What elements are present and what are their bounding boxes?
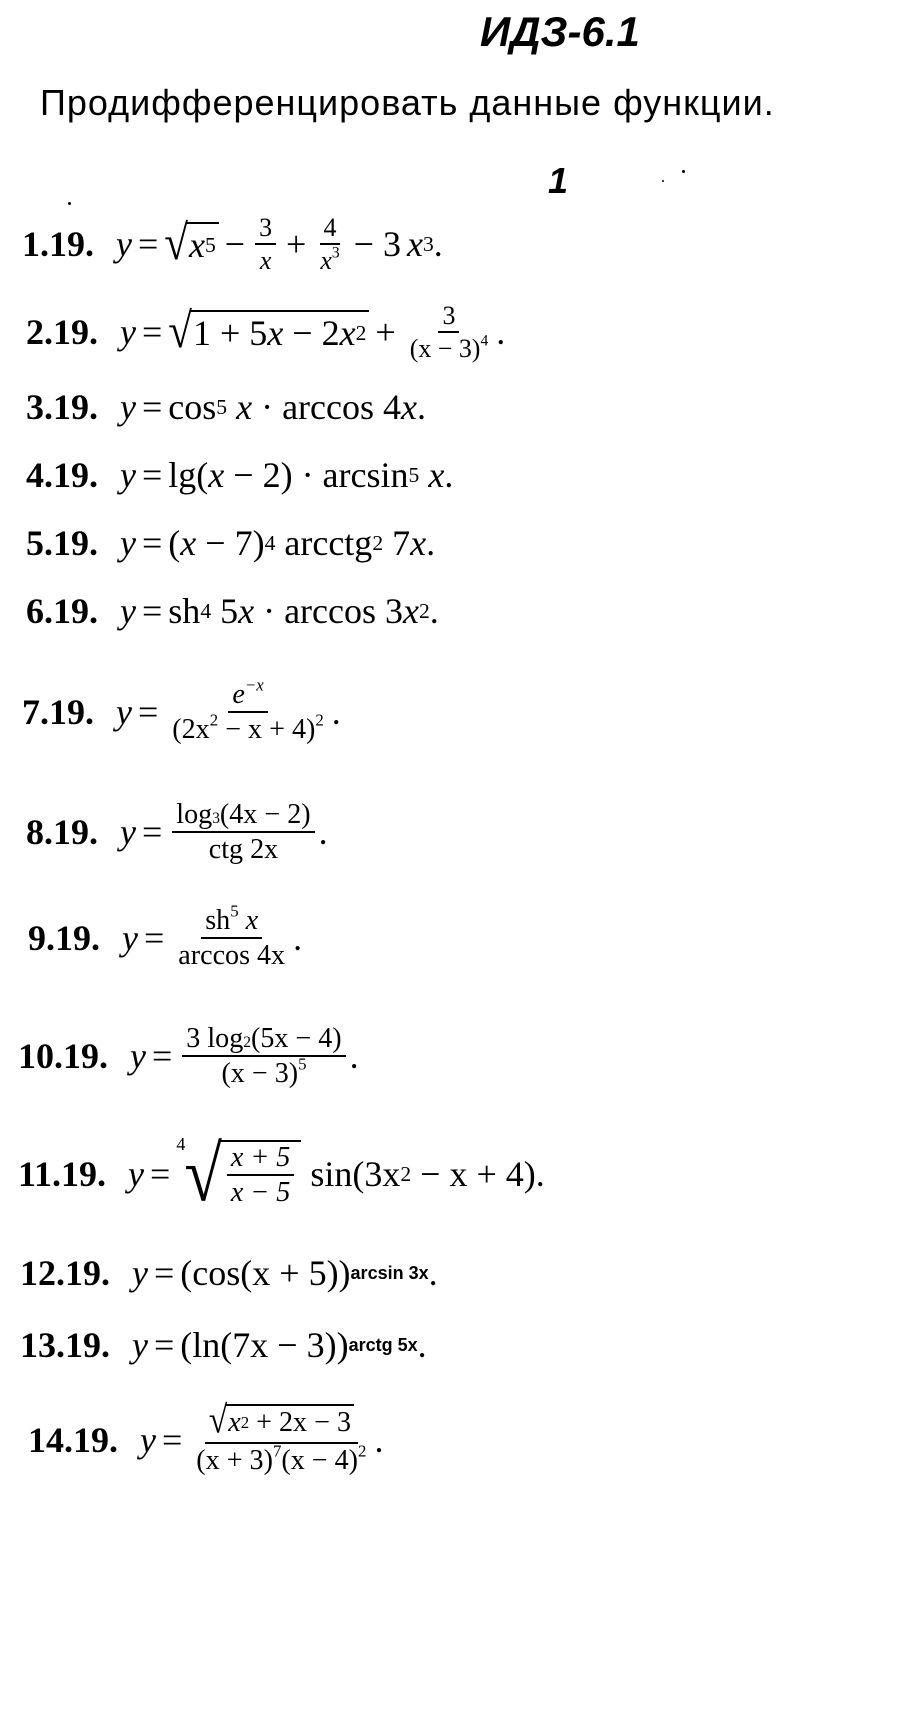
var-x: x [406,224,423,265]
scan-speck [68,202,71,205]
exponent: 5 [230,901,239,921]
var-y: y [116,692,132,733]
var-y: y [120,455,136,495]
eq-sign: = [141,523,163,563]
denominator: x [259,246,272,276]
denominator-part: (x − 4) [281,1444,359,1476]
coefficient: 5 [220,591,239,631]
func-sh: sh [168,591,201,631]
term: − x + 4). [420,1154,545,1195]
term: − 3 [353,224,401,265]
var-x: x [238,591,255,631]
problem-expression [116,675,341,746]
period: . [349,1036,359,1077]
plus-sign: + [375,312,396,353]
term: · arccos 3 [263,591,404,631]
fraction [192,1399,370,1476]
period: . [416,387,426,427]
fraction [316,214,343,274]
minus-sign: − [224,224,246,265]
var-x: x [208,455,225,495]
period: . [426,523,436,563]
numerator: e [232,679,245,710]
var-x: x [410,523,427,563]
func-arcctg: arcctg [284,523,373,563]
coefficient: 7 [392,523,411,563]
sqrt: √ x 2 + 2x − 3 [209,1404,354,1440]
var-y: y [120,523,136,563]
power-base: (cos(x + 5)) [180,1253,351,1293]
var-x: x [228,1407,241,1438]
numerator: (5x − 4) [250,1023,342,1054]
denominator: x − 5 [230,1177,291,1209]
exponent: 7 [272,1441,282,1461]
problem-number: 2.19. [26,312,98,353]
numerator: (4x − 2) [219,799,311,830]
period: . [331,692,341,733]
problem-number: 4.19. [26,455,98,495]
denominator: ctg 2x [208,834,279,866]
eq-sign: = [143,918,165,959]
var-y: y [132,1253,148,1293]
problem-4 [26,454,453,496]
var-x: x [236,387,253,427]
exponent: 2 [358,1441,367,1461]
plus-sign: + [286,224,307,265]
var-x: x [428,455,445,495]
problem-number: 10.19. [18,1036,108,1077]
log-base: 2 [243,1034,251,1051]
period: . [444,455,454,495]
nth-root: 4 √ $\frac{x + 5}{x - 5}$ [176,1140,301,1208]
problem-number: 9.19. [28,918,100,959]
section-number: 1 [548,160,569,201]
problem-expression: y = lg( x − 2) · arcsin 5 x . [120,455,454,495]
eq-sign: = [141,387,163,427]
fraction [406,302,493,362]
problem-14 [28,1399,384,1476]
problem-13 [20,1324,427,1366]
problem-number: 1.19. [22,224,94,265]
var-y: y [116,224,132,265]
problem-expression [130,1024,359,1089]
problem-expression: y = (ln(7x − 3)) arctg 5x . [132,1325,427,1365]
problem-number: 7.19. [22,692,94,733]
var-x: x [180,523,197,563]
problem-5 [26,522,435,564]
problem-expression [120,800,328,865]
period: . [318,812,328,853]
var-y: y [120,387,136,427]
var-x: x [189,224,205,265]
sqrt: √ 1 + 5 x − 2 x 2 [168,310,369,355]
period: . [496,312,506,353]
eq-sign: = [141,812,163,853]
problem-number: 14.19. [28,1419,118,1460]
problem-number: 8.19. [26,812,98,853]
problem-7 [22,675,341,746]
problem-11 [18,1130,545,1218]
var-y: y [120,812,136,853]
eq-sign: = [151,1036,173,1077]
period: . [374,1419,384,1460]
numerator: 3 [438,302,459,333]
eq-sign: = [153,1253,175,1293]
func-lg: lg( [168,455,209,495]
eq-sign: = [141,455,163,495]
problem-number: 3.19. [26,387,98,427]
problem-number: 12.19. [20,1253,110,1293]
fraction [227,1143,295,1208]
problem-expression [122,901,303,972]
problem-10 [18,1024,359,1089]
problem-expression [120,302,505,362]
eq-sign: = [141,312,163,353]
term: − 2) · arcsin [233,455,409,495]
period: . [433,224,443,265]
period: . [417,1325,427,1365]
denominator: (x − 3) [409,334,481,364]
fraction [182,1024,345,1089]
problem-1 [22,214,443,274]
scan-speck [682,170,685,173]
eq-sign: = [161,1419,183,1460]
exponent: 2 [315,710,324,730]
radicand-part: 1 + 5 [193,312,268,353]
fraction [255,214,276,274]
power-base: (ln(7x − 3)) [180,1325,349,1365]
problem-number: 5.19. [26,523,98,563]
fraction [172,800,314,865]
denominator-part: (x + 3) [196,1444,273,1476]
problem-2 [26,302,505,362]
instruction-text: Продифференцировать данные функции. [40,82,775,123]
term: − 7) [205,523,265,563]
denominator: (x − 3) [221,1058,299,1090]
problem-expression: y = (cos(x + 5)) arcsin 3x . [132,1253,438,1293]
numerator: x + 5 [227,1143,295,1176]
problem-expression [140,1399,384,1476]
problem-expression: y = √ x 5 − $\frac{3}{x}$ + $\frac{4}{x^3}$ − 3 x 3 . [116,213,443,276]
problem-9 [28,901,303,972]
problem-6 [26,590,439,632]
var-y: y [140,1419,156,1460]
exponent: 4 [480,332,489,350]
fraction [168,675,327,746]
var-y: y [122,918,138,959]
problem-number: 11.19. [18,1154,107,1195]
exponent: 3 [331,244,340,262]
var-x: x [245,905,259,936]
var-x: x [267,312,284,353]
eq-sign: = [153,1325,175,1365]
period: . [428,1253,438,1293]
var-y: y [130,1036,146,1077]
paren: ( [168,523,181,563]
radicand-part: + 2x − 3 [256,1407,352,1438]
func-cos: cos [168,387,217,427]
problem-number: 6.19. [26,591,98,631]
exponent: 5 [298,1054,307,1074]
var-y: y [120,591,136,631]
fraction [174,901,289,972]
period: . [293,918,303,959]
var-y: y [132,1325,148,1365]
eq-sign: = [137,224,159,265]
root-index: 4 [176,1134,186,1154]
term: sin(3x [310,1154,401,1195]
scan-speck [662,180,664,182]
eq-sign: = [150,1154,171,1195]
sqrt: √ x 5 [164,222,218,267]
eq-sign: = [141,591,163,631]
func-sh: sh [205,905,231,936]
var-x: x [320,246,332,276]
var-x: x [339,312,356,353]
problem-expression: y = 4 √ $\frac{x + 5}{x - 5}$ sin(3x 2 − x + 4). [128,1130,545,1218]
problem-expression: y = cos 5 x · arccos 4 x . [120,387,426,427]
problem-3 [26,386,426,428]
problem-expression: y = ( x − 7) 4 arcctg 2 7 x . [120,523,436,563]
problem-number: 13.19. [20,1325,110,1365]
eq-sign: = [137,692,159,733]
problem-8 [26,800,328,865]
page-title: ИДЗ-6.1 [480,8,640,55]
numerator: 3 [255,214,276,245]
var-x: x [401,387,417,427]
term: · arccos 4 [261,387,401,427]
denominator-part: − x + 4) [225,714,316,746]
problem-expression: y = sh 4 5 x · arccos 3 x 2 . [120,591,439,631]
func-log: 3 log [186,1023,244,1054]
var-y: y [120,312,136,353]
exponent: 2 [209,710,219,730]
period: . [429,591,439,631]
numerator: 4 [320,214,341,245]
denominator-part: (2x [172,714,210,746]
exponent: −x [244,675,264,695]
radicand-part: − 2 [292,312,340,353]
var-x: x [403,591,419,631]
func-log: log [176,799,213,830]
var-y: y [128,1154,144,1195]
problem-12 [20,1252,438,1294]
denominator: arccos 4x [178,940,286,972]
log-base: 3 [212,810,220,827]
